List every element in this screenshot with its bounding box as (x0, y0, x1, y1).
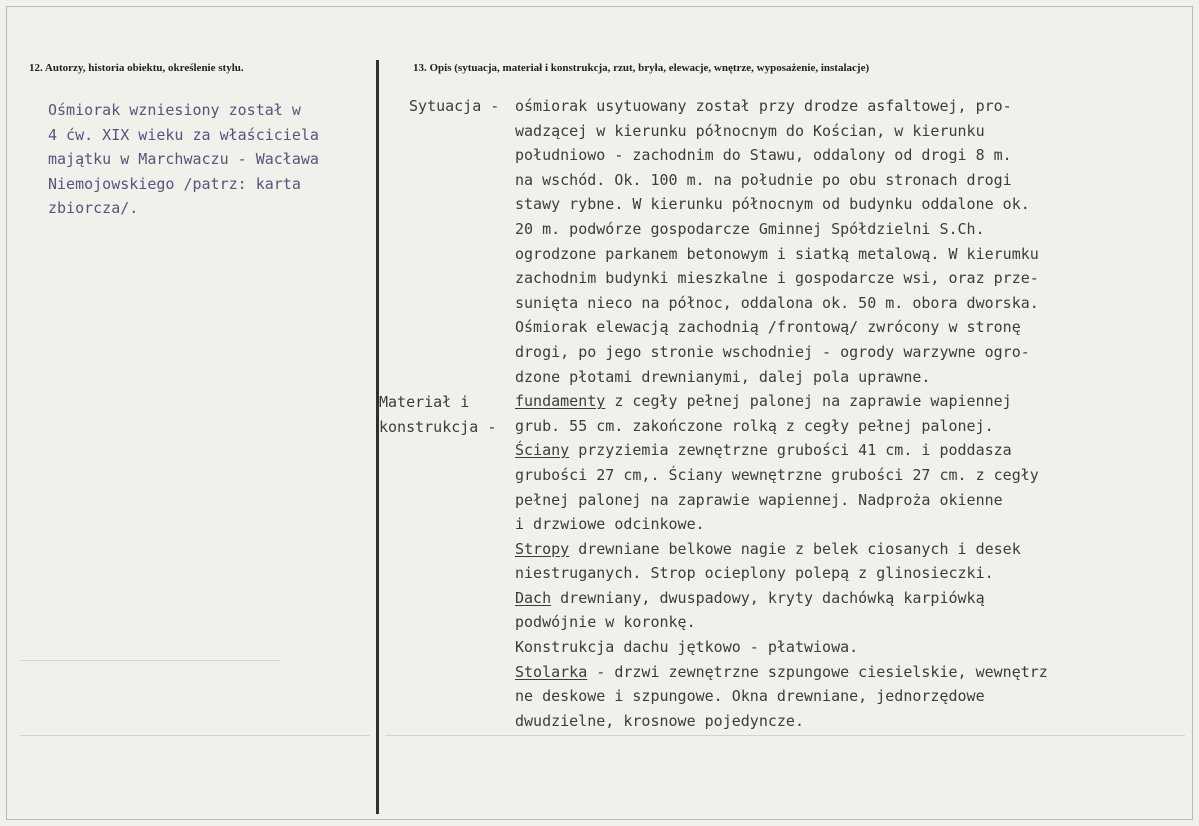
section-13-header: 13. Opis (sytuacja, materiał i konstrukcja, rzut, bryła, elewacje, wnętrze, wyposażenie, instalacje) (413, 62, 870, 74)
section-13-text (515, 94, 1115, 733)
sytuacja-line: wadzącej w kierunku północnym do Kościan, w kierunku (515, 121, 985, 140)
fundamenty-line-2: grub. 55 cm. zakończone rolką z cegły pełnej palonej. (515, 416, 994, 435)
fundamenty-line (515, 389, 1115, 414)
sytuacja-line: zachodnim budynki mieszkalne i gospodarcze wsi, oraz prze- (515, 269, 1039, 288)
sytuacja-line: południowo - zachodnim do Stawu, oddalony od drogi 8 m. (515, 146, 1012, 165)
stolarka-term: Stolarka (515, 662, 588, 681)
dach-line (515, 586, 1115, 611)
fundamenty-text: z cegły pełnej palonej na zaprawie wapiennej (605, 392, 1012, 411)
stolarka-line-3: dwudzielne, krosnowe pojedyncze. (515, 711, 804, 730)
fundamenty-term: fundamenty (515, 392, 606, 411)
sytuacja-line: ośmiorak usytuowany został przy drodze asfaltowej, pro- (515, 97, 1012, 115)
label-konstrukcja: konstrukcja - (379, 418, 497, 436)
section-12-line: majątku w Marchwaczu - Wacława (48, 150, 319, 168)
section-12-line: 4 ćw. XIX wieku za właściciela (48, 125, 319, 144)
label-sytuacja: Sytuacja - (409, 97, 500, 115)
stropy-text: drewniane belkowe nagie z belek ciosanych i desek (569, 539, 1021, 558)
stropy-line-2: niestruganych. Strop ocieplony polepą z glinosieczki. (515, 564, 994, 583)
dach-text: drewniany, dwuspadowy, kryty dachówką karpiówką (551, 588, 985, 607)
dach-term: Dach (515, 588, 552, 607)
sytuacja-line: drogi, po jego stronie wschodniej - ogrody warzywne ogro- (515, 342, 1030, 361)
show-through-line (20, 660, 280, 661)
sciany-line (515, 438, 1115, 463)
sytuacja-line: na wschód. Ok. 100 m. na południe po obu stronach drogi (515, 170, 1012, 189)
stolarka-line (515, 660, 1115, 685)
label-material: Materiał i (379, 393, 470, 411)
sytuacja-line: dzone płotami drewnianymi, dalej pola uprawne. (515, 367, 931, 386)
stolarka-text: - drzwi zewnętrzne szpungowe ciesielskie, wewnętrz (587, 662, 1048, 681)
stropy-term: Stropy (515, 539, 570, 558)
section-12-header: 12. Autorzy, historia obiektu, określenie stylu. (29, 62, 244, 74)
sciany-line-2: grubości 27 cm,. Ściany wewnętrzne grubości 27 cm. z cegły (515, 465, 1039, 484)
show-through-line (20, 735, 370, 736)
sytuacja-line: ogrodzone parkanem betonowym i siatką metalową. W kierumku (515, 244, 1039, 263)
stolarka-line-2: ne deskowe i szpungowe. Okna drewniane, jednorzędowe (515, 687, 985, 706)
sciany-text: przyziemia zewnętrzne grubości 41 cm. i poddasza (569, 441, 1012, 460)
sytuacja-line: stawy rybne. W kierunku północnym od budynku oddalone ok. (515, 195, 1030, 214)
section-12-line: zbiorcza/. (48, 199, 139, 217)
sciany-line-3: pełnej palonej na zaprawie wapiennej. Nadproża okienne (515, 490, 1003, 509)
dach-line-2: podwójnie w koronkę. (515, 613, 696, 632)
sytuacja-line: 20 m. podwórze gospodarcze Gminnej Spółdzielni S.Ch. (515, 219, 985, 238)
section-12-text (48, 98, 368, 221)
sytuacja-line: sunięta nieco na północ, oddalona ok. 50 m. obora dworska. (515, 293, 1039, 312)
section-12-line: Ośmiorak wzniesiony został w (48, 101, 301, 119)
show-through-line (385, 735, 1185, 736)
stropy-line (515, 537, 1115, 562)
sytuacja-line: Ośmiorak elewacją zachodnią /frontową/ zwrócony w stronę (515, 318, 1021, 337)
sciany-line-4: i drzwiowe odcinkowe. (515, 515, 705, 534)
sciany-term: Ściany (515, 441, 570, 460)
section-12-line: Niemojowskiego /patrz: karta (48, 174, 301, 193)
konstrukcja-dachu-line: Konstrukcja dachu jętkowo - płatwiowa. (515, 638, 859, 657)
